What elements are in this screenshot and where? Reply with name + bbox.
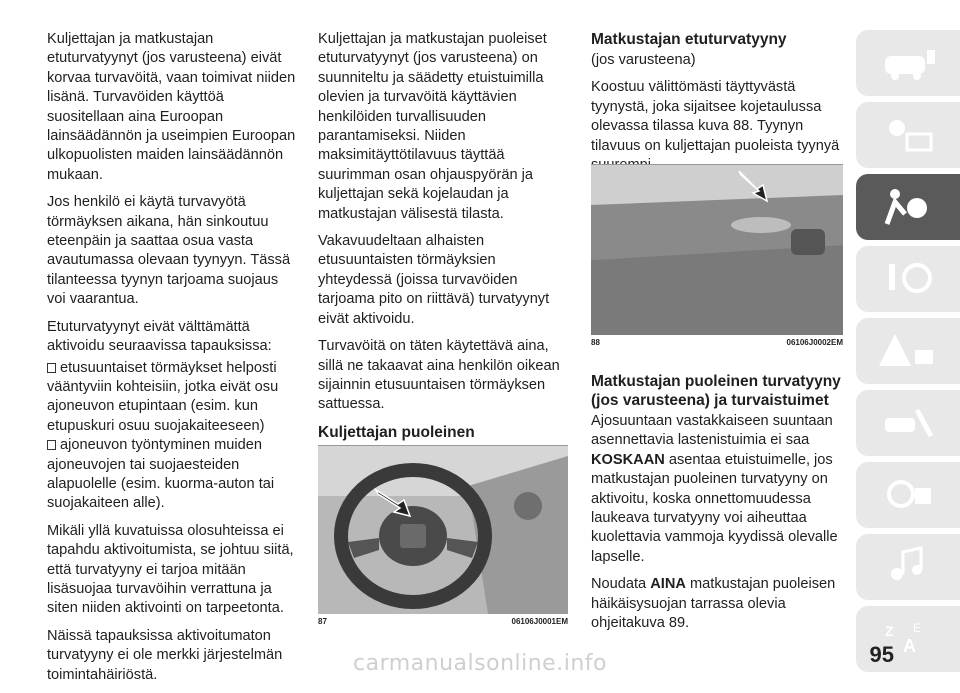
figure-number: 88 [591,338,600,347]
bullet-text: ajoneuvon työntyminen muiden ajoneuvojen tai suojaesteiden alapuolelle (esim. kuorma-auton tai suojakaiteen alle). [47,437,275,512]
heading-subtitle: (jos varusteena) [591,52,696,68]
paragraph [591,575,843,633]
bullet-item [47,436,299,514]
section-heading: Kuljettajan puoleinen [318,423,475,441]
text-column-1 [47,30,299,693]
paragraph: Vakavuudeltaan alhaisten etusuuntaisten törmäyksien yhteydessä (joissa turvavöiden tarjoama pito on riittävä) turvatyynyt eivät aktivoidu. [318,233,550,327]
emphasis-text: KOSKAAN [591,451,665,468]
figure-caption [318,617,568,627]
section-heading: Matkustajan puoleinen turvatyyny (jos varusteena) ja turvaistuimet [591,373,841,409]
wrench-maintenance-icon [877,400,939,446]
text-column-3 [591,30,843,183]
tab-multimedia[interactable] [856,534,960,600]
warning-lights-icon [877,112,939,158]
paragraph: Jos henkilö ei käytä turvavyötä törmäyksen aikana, hän sinkoutuu eteenpäin ja saattaa osua vasta avautumassa olevaan tyynyyn. Tässä tilanteessa tyynyn tarjoama suojaus voi vaarantua. [47,194,291,308]
checkbox-bullet-icon [47,440,56,450]
paragraph: Näissä tapauksissa aktivoitumaton turvatyyny ei ole merkki järjestelmän toimintahäiriöstä. [47,627,283,683]
text-column-3-lower [591,372,843,641]
tab-airbag-safety[interactable] [856,174,960,240]
paragraph: Turvavöitä on täten käytettävä aina, sillä ne takaavat aina henkilön oikean sijainnin etusuuntaisen törmäyksen sattuessa. [318,338,560,413]
svg-text:E: E [913,621,922,635]
dashboard-photo [591,165,843,335]
tab-key-steering[interactable] [856,246,960,312]
section-heading: Matkustajan etuturvatyyny [591,31,787,48]
text-run: Noudata [591,576,647,593]
text-run: Ajosuuntaan vastakkaiseen suuntaan asennettavia lastenistuimia ei saa [591,413,833,449]
bullet-item [47,359,299,437]
figure-87 [318,445,568,627]
figure-code: 06106J0002EM [786,338,843,347]
tab-technical-data[interactable] [856,462,960,528]
technical-data-icon [877,472,939,518]
checkbox-bullet-icon [47,363,56,373]
page-number: 95 [869,642,894,667]
text-run: asentaa etuistuimelle, jos matkustajan puoleinen turvatyyny on aktivoitu, koska onnettomuudessa laukeava turvatyyny voi aiheuttaa kuolettavia vammoja kyydissä olevalle lapselle. [591,451,838,565]
figure-number: 87 [318,617,327,626]
paragraph: Koostuu välittömästi täyttyvästä tyynystä, joka sijaitsee kojetaulussa olevassa tilassa kuva 88. Tyynyn tilavuus on kuljettajan puoleista tyynyä [591,79,840,154]
paragraph: Kuljettajan ja matkustajan etuturvatyynyt (jos varusteena) eivät korvaa turvavöitä, vaan toimivat niiden lisänä. Turvavöiden käyttöä suositellaan aina Euroopan lainsäädännön ja useimpien Euroopan ulkopuolisten maiden lainsäädännön mukaan. [47,31,296,183]
multimedia-icon [877,544,939,590]
steering-wheel-photo [318,446,568,614]
paragraph: Etuturvatyynyt eivät välttämättä aktivoidu seuraavissa tapauksissa: [47,318,272,355]
text-run: matkustajan puoleisen häikäisysuojan tarrassa olevia ohjeitakuva 89. [591,576,836,632]
paragraph: Kuljettajan ja matkustajan puoleiset etuturvatyynyt (jos varusteena) on suunniteltu ja säädetty etuistuimilla olevien ja turvavöitä käyttävien henkilöiden turvallisuuden parantamiseksi. Niiden maksimitäyttötilavuus täyttää suurimman osan ohjauspyörän ja kuljettajan sekä kojelaudan ja matkustajan välisestä tilasta. [318,31,547,222]
tab-car-dashboard[interactable] [856,30,960,96]
emphasis-text: AINA [650,576,686,593]
figure-code: 06106J0001EM [511,617,568,626]
figure-caption [591,338,843,348]
watermark: carmanualsonline.info [353,651,607,676]
road-breakdown-icon [877,328,939,374]
tab-road-breakdown[interactable] [856,318,960,384]
bullet-text: etusuuntaiset törmäykset helposti vääntyviin kohteisiin, jotka eivät osu ajoneuvon etupintaan (esim. kun etupuskuri osuu suojakaiteeseen) [47,359,279,434]
chapter-tabs [852,30,960,678]
key-steering-icon [877,256,939,302]
paragraph [591,412,843,567]
tab-wrench-maintenance[interactable] [856,390,960,456]
svg-text:A: A [903,636,916,656]
figure-88 [591,164,843,348]
airbag-safety-icon [877,184,939,230]
svg-text:Z: Z [885,623,894,639]
paragraph: Mikäli yllä kuvatuissa olosuhteissa ei tapahdu aktivoitumista, se johtuu siitä, että turvatyyny ei tarjoa mitään lisäsuojaa turvavöihin verrattuna ja siten niiden aktivointi on tarpeetonta. [47,522,294,617]
car-dashboard-icon [877,40,939,86]
tab-warning-lights[interactable] [856,102,960,168]
